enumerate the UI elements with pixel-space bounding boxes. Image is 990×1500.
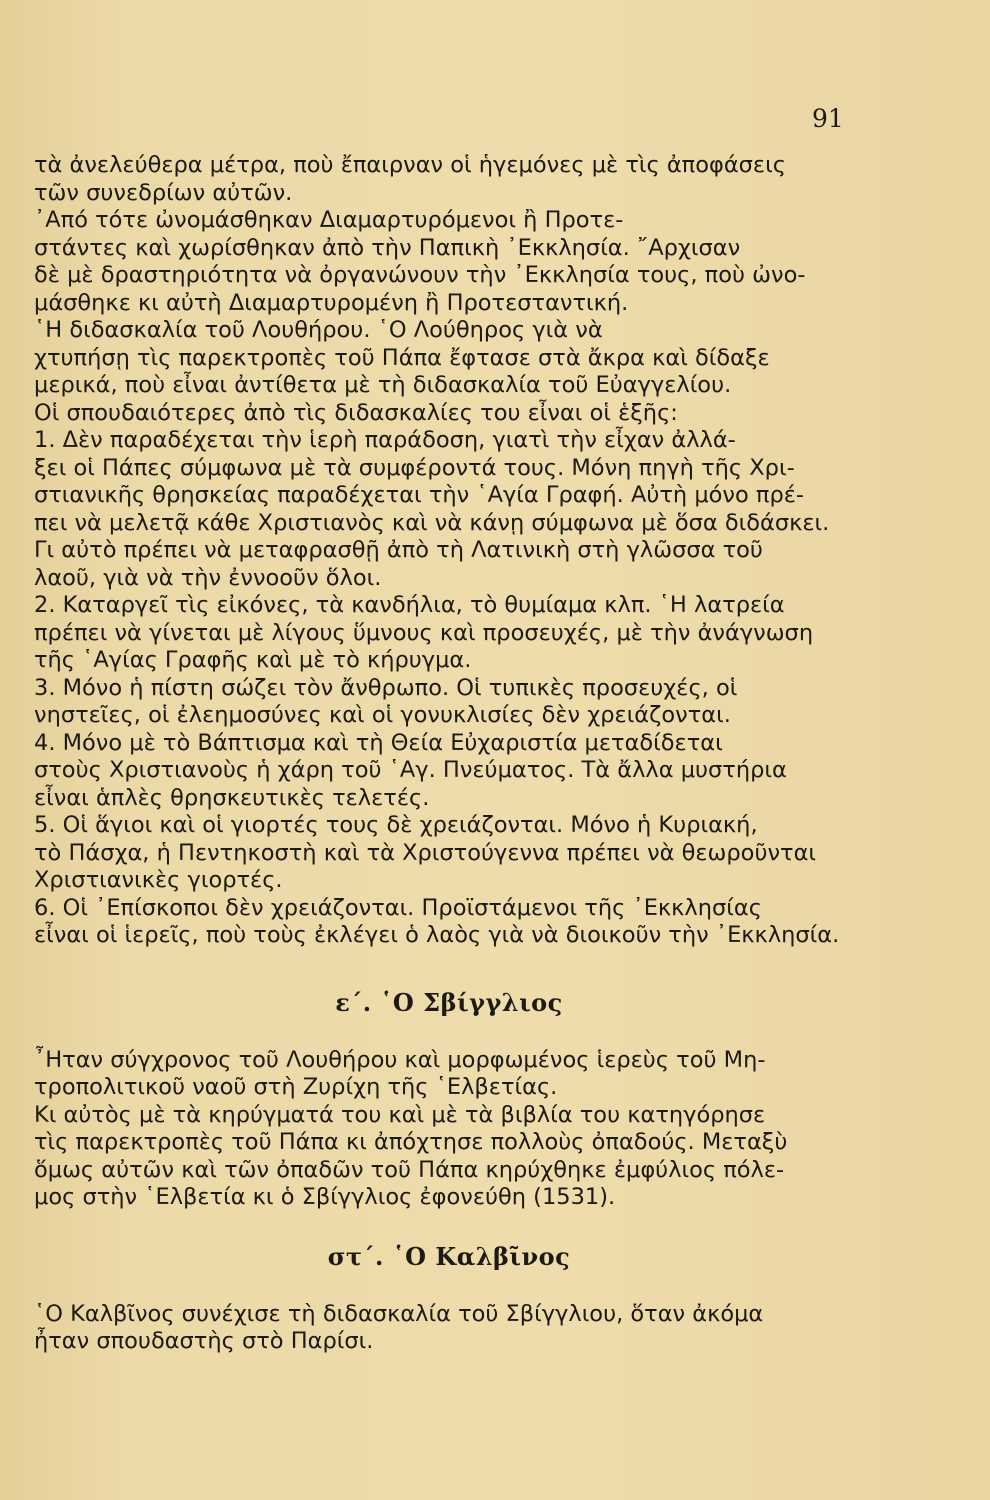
paragraph-protestants — [34, 207, 864, 317]
text-line: νηστεῖες, οἱ ἐλεημοσύνες καὶ οἱ γονυκλισίες δὲν χρειάζονται. — [34, 702, 731, 728]
list-item-5 — [34, 812, 864, 895]
text-line: ὅμως αὐτῶν καὶ τῶν ὀπαδῶν τοῦ Πάπα κηρύχθηκε ἐμφύλιος πόλε- — [34, 1156, 785, 1183]
text-line: 1. Δὲν παραδέχεται τὴν ἱερὴ παράδοση, γιατὶ τὴν εἶχαν ἀλλά- — [34, 427, 736, 453]
text-line: ἦταν σπουδαστὴς στὸ Παρίσι. — [34, 1328, 374, 1354]
list-item-3 — [34, 675, 864, 730]
text-line: 6. Οἱ ᾿Επίσκοποι δὲν χρειάζονται. Προϊστάμενοι τῆς ᾿Εκκλησίας — [34, 894, 762, 921]
paragraph-zwingli-2 — [34, 1102, 864, 1212]
list-item-6 — [34, 895, 864, 950]
text-line: στιανικῆς θρησκείας παραδέχεται τὴν ῾Αγία Γραφή. Αὐτὴ μόνο πρέ- — [34, 482, 805, 508]
text-line: μάσθηκε κι αὐτὴ Διαμαρτυρομένη ἢ Προτεσταντική. — [34, 289, 629, 316]
paragraph-zwingli-1 — [34, 1047, 864, 1102]
text-line: πρέπει νὰ γίνεται μὲ λίγους ὕμνους καὶ προσευχές, μὲ τὴν ἀνάγνωση — [34, 619, 814, 646]
text-line: μερικά, ποὺ εἶναι ἀντίθετα μὲ τὴ διδασκαλία τοῦ Εὐαγγελίου. — [34, 372, 732, 398]
text-line: ῾Η διδασκαλία τοῦ Λουθήρου. ῾Ο Λούθηρος γιὰ νὰ — [34, 317, 603, 343]
text-line: τῶν συνεδρίων αὐτῶν. — [34, 179, 293, 206]
section-heading-calvin: στ΄. ῾Ο Καλβῖνος — [327, 1241, 571, 1271]
paragraph-luther-teaching — [34, 317, 864, 400]
text-line: πει νὰ μελετᾷ κάθε Χριστιανὸς καὶ νὰ κάνῃ σύμφωνα μὲ ὅσα διδάσκει. — [34, 509, 830, 536]
text-line: τὶς παρεκτροπὲς τοῦ Πάπα κι ἀπόχτησε πολλοὺς ὀπαδούς. Μεταξὺ — [34, 1129, 788, 1155]
text-line: Κι αὐτὸς μὲ τὰ κηρύγματά του καὶ μὲ τὰ βιβλία του κατηγόρησε — [34, 1101, 766, 1128]
text-line: τροπολιτικοῦ ναοῦ στὴ Ζυρίχη τῆς ῾Ελβετίας. — [34, 1074, 558, 1100]
text-line: τῆς ῾Αγίας Γραφῆς καὶ μὲ τὸ κήρυγμα. — [34, 647, 472, 673]
list-item-2 — [34, 592, 864, 675]
text-line: ῾Ο Καλβῖνος συνέχισε τὴ διδασκαλία τοῦ Σβίγγλιου, ὅταν ἀκόμα — [34, 1300, 764, 1327]
section-heading-zwingli: ε΄. ῾Ο Σβίγγλιος — [335, 987, 563, 1017]
text-line: μος στὴν ῾Ελβετία κι ὁ Σβίγγλιος ἐφονεύθη (1531). — [34, 1184, 616, 1210]
page-number: 91 — [812, 104, 844, 133]
text-line: 2. Καταργεῖ τὶς εἰκόνες, τὰ κανδήλια, τὸ θυμίαμα κλπ. ῾Η λατρεία — [34, 592, 785, 618]
text-line: Γι αὐτὸ πρέπει νὰ μεταφρασθῇ ἀπὸ τὴ Λατινικὴ στὴ γλῶσσα τοῦ — [34, 537, 763, 563]
text-line: ῏Ηταν σύγχρονος τοῦ Λουθήρου καὶ μορφωμένος ἱερεὺς τοῦ Μη- — [34, 1046, 766, 1073]
text-line: στοὺς Χριστιανοὺς ἡ χάρη τοῦ ῾Αγ. Πνεύματος. Τὰ ἄλλα μυστήρια — [34, 757, 787, 783]
text-line: στάντες καὶ χωρίσθηκαν ἀπὸ τὴν Παπικὴ ᾿Εκκλησία. ῎Αρχισαν — [34, 234, 741, 261]
text-line: χτυπήσῃ τὶς παρεκτροπὲς τοῦ Πάπα ἔφτασε στὰ ἄκρα καὶ δίδαξε — [34, 344, 770, 371]
text-line: τὰ ἀνελεύθερα μέτρα, ποὺ ἔπαιρναν οἱ ἡγεμόνες μὲ τὶς ἀποφάσεις — [34, 152, 786, 178]
text-line: 3. Μόνο ἡ πίστη σώζει τὸν ἄνθρωπο. Οἱ τυπικὲς προσευχές, οἱ — [34, 674, 738, 701]
text-line: δὲ μὲ δραστηριότητα νὰ ὀργανώνουν τὴν ᾿Εκκλησία τους, ποὺ ὠνο- — [34, 262, 806, 288]
text-line: 5. Οἱ ἅγιοι καὶ οἱ γιορτές τους δὲ χρειάζονται. Μόνο ἡ Κυριακή, — [34, 812, 758, 838]
list-item-4 — [34, 730, 864, 813]
text-line: εἶναι ἁπλὲς θρησκευτικὲς τελετές. — [34, 784, 430, 811]
text-line: ᾿Από τότε ὠνομάσθηκαν Διαμαρτυρόμενοι ἢ Προτε- — [34, 207, 624, 233]
paragraph-intro-list — [34, 400, 864, 428]
text-line: ξει οἱ Πάπες σύμφωνα μὲ τὰ συμφέροντά τους. Μόνη πηγὴ τῆς Χρι- — [34, 454, 795, 481]
list-item-1 — [34, 427, 864, 592]
text-line: Χριστιανικὲς γιορτές. — [34, 867, 283, 893]
text-line: τὸ Πάσχα, ἡ Πεντηκοστὴ καὶ τὰ Χριστούγεννα πρέπει νὰ θεωροῦνται — [34, 839, 817, 866]
page-body — [34, 152, 864, 1356]
paragraph-calvin-1 — [34, 1301, 864, 1356]
text-line: εἶναι οἱ ἱερεῖς, ποὺ τοὺς ἐκλέγει ὁ λαὸς γιὰ νὰ διοικοῦν τὴν ᾿Εκκλησία. — [34, 922, 840, 948]
paragraph-continuation — [34, 152, 864, 207]
text-line: Οἱ σπουδαιότερες ἀπὸ τὶς διδασκαλίες του εἶναι οἱ ἑξῆς: — [34, 399, 678, 426]
text-line: 4. Μόνο μὲ τὸ Βάπτισμα καὶ τὴ Θεία Εὐχαριστία μεταδίδεται — [34, 729, 723, 756]
text-line: λαοῦ, γιὰ νὰ τὴν ἐννοοῦν ὅλοι. — [34, 564, 382, 591]
